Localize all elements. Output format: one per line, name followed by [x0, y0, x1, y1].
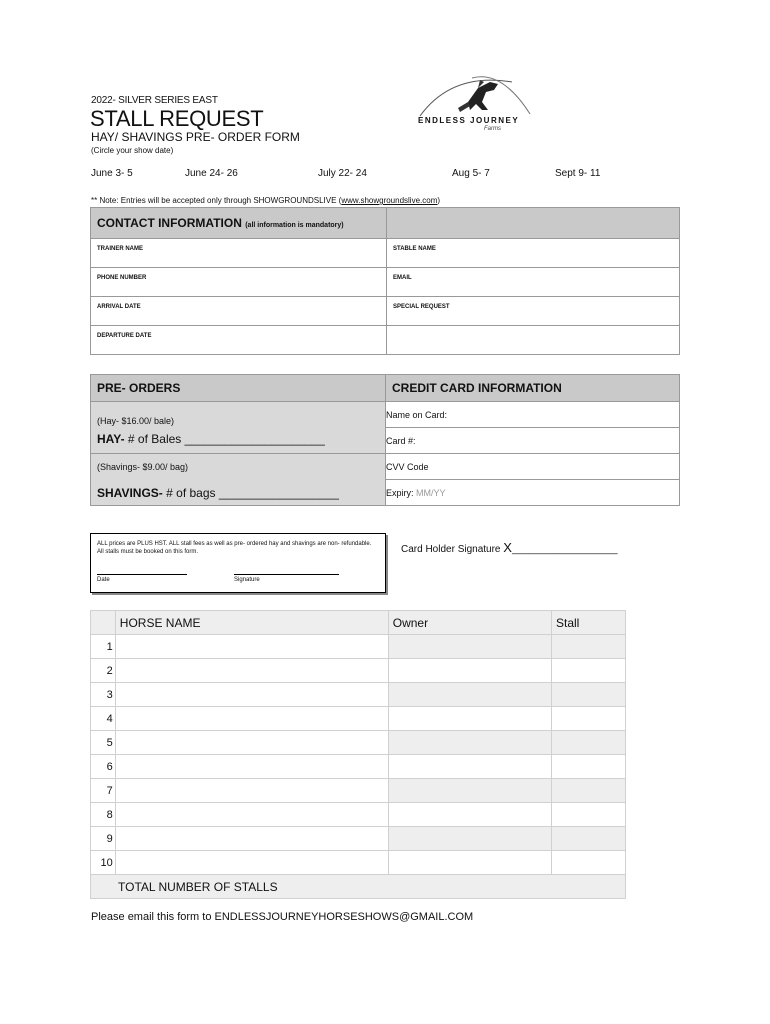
horse-name-cell[interactable]	[115, 635, 388, 659]
owner-cell[interactable]	[388, 851, 551, 875]
horse-name-cell[interactable]	[115, 659, 388, 683]
total-row	[91, 875, 626, 899]
cvv-field[interactable]	[386, 454, 680, 480]
row-number: 4	[91, 707, 116, 731]
hay-quantity-field[interactable]	[91, 426, 385, 446]
owner-cell[interactable]	[388, 827, 551, 851]
horse-name-cell[interactable]	[115, 827, 388, 851]
logo-subtitle: Farms	[484, 126, 501, 132]
stall-cell[interactable]	[552, 731, 626, 755]
row-number: 6	[91, 755, 116, 779]
entries-note-close: )	[437, 196, 441, 205]
expiry-placeholder: MM/YY	[416, 487, 446, 498]
table-row	[91, 827, 626, 851]
cvv-label: CVV Code	[386, 461, 429, 472]
departure-date-field[interactable]	[91, 326, 387, 355]
date-option-3[interactable]: July 22- 24	[318, 168, 367, 179]
row-number: 10	[91, 851, 116, 875]
horse-name-header: HORSE NAME	[115, 611, 388, 635]
phone-number-label: PHONE NUMBER	[97, 275, 147, 281]
row-number: 2	[91, 659, 116, 683]
stable-name-field[interactable]	[387, 239, 680, 268]
signature-x: X	[503, 540, 512, 555]
preorders-table	[90, 374, 680, 506]
phone-number-field[interactable]	[91, 268, 387, 297]
horse-name-cell[interactable]	[115, 755, 388, 779]
email-label: EMAIL	[393, 275, 412, 281]
hay-price: (Hay- $16.00/ bale)	[97, 415, 175, 426]
stall-cell[interactable]	[552, 707, 626, 731]
contact-header-blank	[387, 208, 680, 239]
horse-name-cell[interactable]	[115, 731, 388, 755]
stable-name-label: STABLE NAME	[393, 246, 436, 252]
contact-header	[91, 208, 387, 239]
contact-header-note: (all information is mandatory)	[245, 222, 344, 229]
preorders-header: PRE- ORDERS	[91, 375, 386, 402]
contact-information-table	[90, 207, 680, 355]
owner-cell[interactable]	[388, 683, 551, 707]
terms-text: ALL prices are PLUS HST. ALL stall fees as well as pre- ordered hay and shavings are non- refundable. All stalls must be booked on this form.	[97, 541, 372, 555]
horse-table	[90, 610, 626, 899]
card-number-field[interactable]	[386, 428, 680, 454]
stall-cell[interactable]	[552, 683, 626, 707]
date-option-5[interactable]: Sept 9- 11	[555, 168, 601, 179]
date-label: Date	[97, 577, 110, 583]
table-row	[91, 707, 626, 731]
table-row	[91, 635, 626, 659]
table-row	[91, 755, 626, 779]
row-number: 5	[91, 731, 116, 755]
owner-cell[interactable]	[388, 707, 551, 731]
stall-cell[interactable]	[552, 755, 626, 779]
email-field[interactable]	[387, 268, 680, 297]
total-stalls-label[interactable]: TOTAL NUMBER OF STALLS	[91, 875, 626, 899]
owner-cell[interactable]	[388, 659, 551, 683]
contact-header-title: CONTACT INFORMATION	[97, 216, 242, 230]
horse-jumper-icon	[412, 68, 532, 136]
terms-box	[90, 533, 386, 593]
row-number: 7	[91, 779, 116, 803]
card-holder-signature[interactable]	[401, 540, 618, 555]
special-request-field[interactable]	[387, 297, 680, 326]
stall-cell[interactable]	[552, 851, 626, 875]
horse-name-cell[interactable]	[115, 803, 388, 827]
date-option-1[interactable]: June 3- 5	[91, 168, 133, 179]
owner-cell[interactable]	[388, 803, 551, 827]
footer-email-instruction: Please email this form to ENDLESSJOURNEYHORSESHOWS@GMAIL.COM	[91, 911, 474, 923]
shavings-price: (Shavings- $9.00/ bag)	[97, 461, 189, 472]
form-subtitle: HAY/ SHAVINGS PRE- ORDER FORM	[91, 130, 300, 144]
stall-cell[interactable]	[552, 635, 626, 659]
owner-cell[interactable]	[388, 731, 551, 755]
table-row	[91, 683, 626, 707]
hay-bales-line: # of Bales _____________________	[127, 431, 325, 446]
date-signature-line[interactable]	[97, 574, 187, 575]
horse-name-cell[interactable]	[115, 707, 388, 731]
horse-name-cell[interactable]	[115, 851, 388, 875]
shavings-preorder[interactable]	[91, 454, 386, 506]
expiry-field[interactable]	[386, 480, 680, 506]
credit-card-header: CREDIT CARD INFORMATION	[386, 375, 680, 402]
table-row	[91, 851, 626, 875]
card-signature-line: ___________________	[511, 544, 618, 555]
entries-note-text: ** Note: Entries will be accepted only through SHOWGROUNDSLIVE (	[91, 196, 342, 205]
circle-note: (Circle your show date)	[91, 146, 174, 155]
date-option-2[interactable]: June 24- 26	[185, 168, 238, 179]
series-label: 2022- SILVER SERIES EAST	[91, 95, 218, 106]
hay-label: HAY-	[97, 431, 125, 446]
owner-cell[interactable]	[388, 779, 551, 803]
logo-name: ENDLESS JOURNEY	[418, 116, 520, 125]
row-number: 8	[91, 803, 116, 827]
owner-cell[interactable]	[388, 635, 551, 659]
name-on-card-field[interactable]	[386, 402, 680, 428]
row-number: 9	[91, 827, 116, 851]
stall-cell[interactable]	[552, 659, 626, 683]
stall-cell[interactable]	[552, 827, 626, 851]
departure-date-label: DEPARTURE DATE	[97, 333, 152, 339]
horse-name-cell[interactable]	[115, 779, 388, 803]
signature-label: Signature	[234, 577, 260, 583]
card-holder-signature-label: Card Holder Signature	[401, 544, 501, 555]
arrival-date-field[interactable]	[91, 297, 387, 326]
owner-header: Owner	[388, 611, 551, 635]
arrival-date-label: ARRIVAL DATE	[97, 304, 141, 310]
shavings-bags-line: # of bags __________________	[166, 485, 339, 500]
row-number: 3	[91, 683, 116, 707]
entries-note	[91, 196, 440, 205]
date-option-4[interactable]: Aug 5- 7	[452, 168, 490, 179]
shavings-label: SHAVINGS-	[97, 485, 163, 500]
page-title: STALL REQUEST	[90, 106, 264, 131]
trainer-name-field[interactable]	[91, 239, 387, 268]
owner-cell[interactable]	[388, 755, 551, 779]
row-number: 1	[91, 635, 116, 659]
table-row	[91, 731, 626, 755]
signature-line[interactable]	[234, 574, 339, 575]
name-on-card-label: Name on Card:	[386, 409, 448, 420]
stall-cell[interactable]	[552, 803, 626, 827]
trainer-name-label: TRAINER NAME	[97, 246, 143, 252]
showgrounds-link[interactable]: www.showgroundslive.com	[341, 196, 438, 205]
hay-preorder[interactable]	[91, 402, 386, 454]
shavings-quantity-field[interactable]	[91, 472, 385, 500]
stall-header: Stall	[552, 611, 626, 635]
special-request-label: SPECIAL REQUEST	[393, 304, 450, 310]
table-row	[91, 659, 626, 683]
horse-name-cell[interactable]	[115, 683, 388, 707]
table-row	[91, 779, 626, 803]
card-number-label: Card #:	[386, 435, 416, 446]
horse-num-header	[91, 611, 116, 635]
table-row	[91, 803, 626, 827]
expiry-label: Expiry:	[386, 487, 414, 498]
special-request-continued[interactable]	[387, 326, 680, 355]
stall-cell[interactable]	[552, 779, 626, 803]
